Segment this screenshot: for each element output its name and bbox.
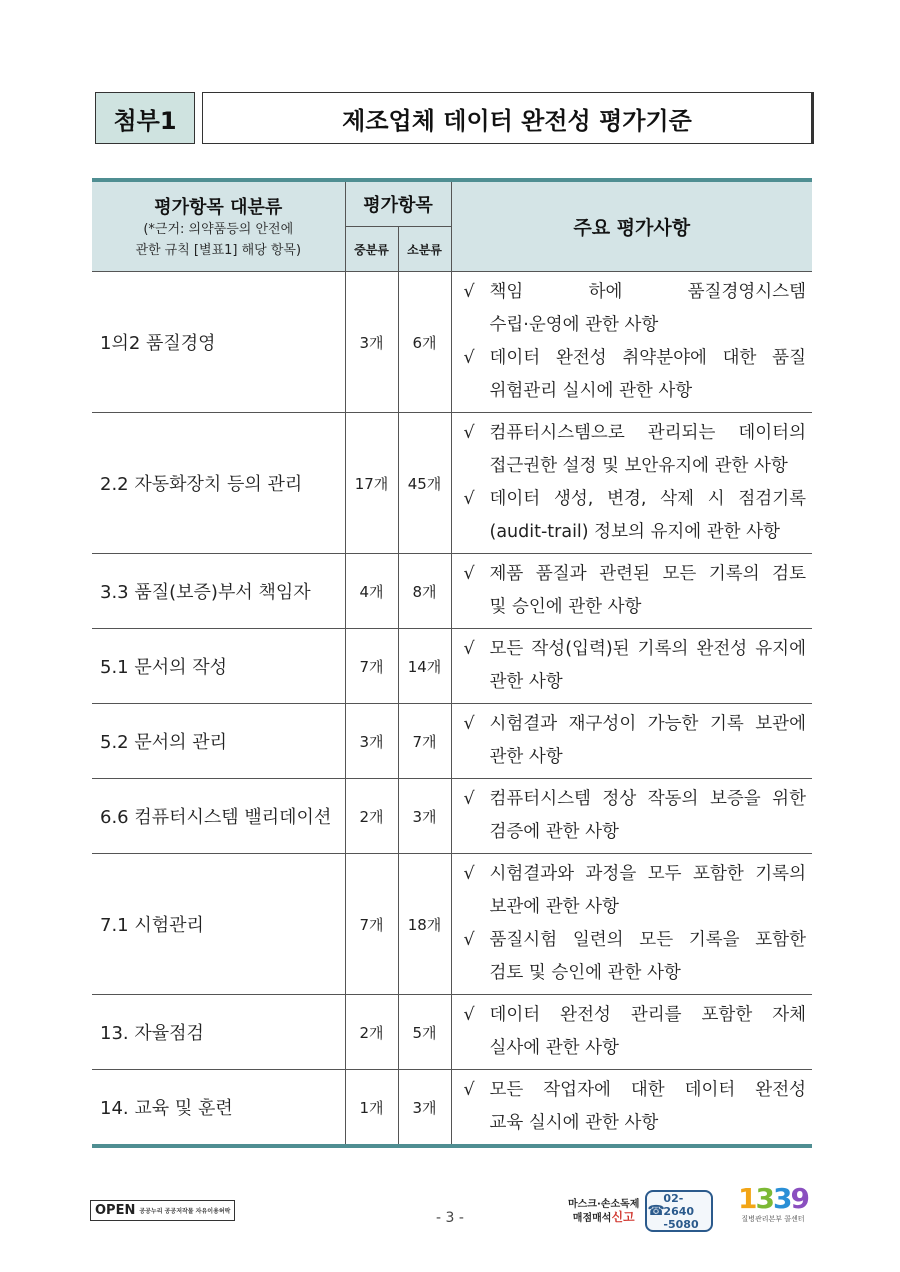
evaluation-item	[464, 858, 807, 924]
category-note-1: (*근거: 의약품등의 안전에	[143, 221, 294, 237]
evaluation-item-line: 수립·운영에 관한 사항	[489, 315, 659, 335]
check-mark-icon: √	[463, 930, 475, 950]
evaluation-item	[464, 558, 807, 624]
category-cell: 5.1 문서의 작성	[92, 629, 345, 704]
small-count-cell: 5개	[398, 995, 451, 1070]
col-header-mid: 중분류	[345, 227, 398, 272]
evaluation-item-line: 시험결과 재구성이 가능한 기록 보관에	[489, 714, 806, 734]
open-caption: 공공누리 공공저작물 자유이용허락	[139, 1207, 231, 1215]
page-number: - 3 -	[436, 1210, 464, 1226]
col-header-items: 평가항목	[345, 180, 451, 227]
phone-badge	[645, 1190, 713, 1232]
evaluation-item-line: 데이터 완전성 취약분야에 대한 품질	[489, 348, 806, 368]
attachment-tag: 첨부1	[95, 92, 195, 144]
col-header-category	[92, 180, 345, 272]
small-count-cell: 18개	[398, 854, 451, 995]
category-cell: 2.2 자동화장치 등의 관리	[92, 413, 345, 554]
brand-digit: 9	[790, 1182, 808, 1215]
evaluation-item-line: 검증에 관한 사항	[489, 822, 619, 842]
mid-count-cell: 7개	[345, 629, 398, 704]
evaluation-item-line: 책임 하에 품질경영시스템	[489, 282, 806, 302]
table-row	[92, 629, 812, 704]
phone-icon: ☎	[647, 1203, 665, 1219]
evaluation-item	[464, 783, 807, 849]
evaluation-item-line: 품질시험 일련의 모든 기록을 포함한	[489, 930, 806, 950]
category-cell: 3.3 품질(보증)부서 책임자	[92, 554, 345, 629]
evaluation-item-line: 실사에 관한 사항	[489, 1038, 619, 1058]
mid-count-cell: 2개	[345, 995, 398, 1070]
evaluation-item-line: 컴퓨터시스템으로 관리되는 데이터의	[489, 423, 806, 443]
evaluation-items-cell	[451, 779, 812, 854]
check-mark-icon: √	[463, 789, 475, 809]
category-title: 평가항목 대분류	[154, 196, 283, 218]
evaluation-items-cell	[451, 629, 812, 704]
evaluation-item-line: 관한 사항	[489, 747, 563, 767]
evaluation-item-line: 관한 사항	[489, 672, 563, 692]
evaluation-item-line: 데이터 완전성 관리를 포함한 자체	[489, 1005, 806, 1025]
small-count-cell: 7개	[398, 704, 451, 779]
table-row	[92, 854, 812, 995]
evaluation-item	[464, 633, 807, 699]
check-mark-icon: √	[463, 423, 475, 443]
brand-digit: 3	[772, 1182, 791, 1215]
mid-count-cell: 2개	[345, 779, 398, 854]
report-line-3: 신고	[611, 1209, 635, 1224]
small-count-cell: 14개	[398, 629, 451, 704]
small-count-cell: 3개	[398, 1070, 451, 1147]
evaluation-items-cell	[451, 272, 812, 413]
evaluation-item	[464, 276, 807, 342]
table-row	[92, 272, 812, 413]
evaluation-item	[464, 999, 807, 1065]
category-cell: 6.6 컴퓨터시스템 밸리데이션	[92, 779, 345, 854]
small-count-cell: 8개	[398, 554, 451, 629]
table-row	[92, 413, 812, 554]
brand-digit: 3	[755, 1182, 773, 1215]
category-cell: 13. 자율점검	[92, 995, 345, 1070]
small-count-cell: 3개	[398, 779, 451, 854]
report-line-1: 마스크·손소독제	[568, 1198, 640, 1210]
evaluation-item-line: 검토 및 승인에 관한 사항	[489, 963, 681, 983]
col-header-small: 소분류	[398, 227, 451, 272]
evaluation-item-line: 모든 작업자에 대한 데이터 완전성	[489, 1080, 806, 1100]
check-mark-icon: √	[463, 282, 475, 302]
evaluation-item-line: 보관에 관한 사항	[489, 897, 619, 917]
evaluation-item	[464, 342, 807, 408]
phone-line-2: -5080	[663, 1217, 699, 1231]
evaluation-item	[464, 417, 807, 483]
small-count-cell: 6개	[398, 272, 451, 413]
evaluation-table	[92, 178, 812, 1148]
table-row	[92, 554, 812, 629]
category-cell: 14. 교육 및 훈련	[92, 1070, 345, 1147]
evaluation-item-line: 시험결과와 과정을 모두 포함한 기록의	[489, 864, 806, 884]
mid-count-cell: 3개	[345, 704, 398, 779]
mid-count-cell: 7개	[345, 854, 398, 995]
table-row	[92, 995, 812, 1070]
category-cell: 5.2 문서의 관리	[92, 704, 345, 779]
evaluation-items-cell	[451, 413, 812, 554]
hotline-banner	[568, 1190, 713, 1232]
check-mark-icon: √	[463, 1080, 475, 1100]
evaluation-items-cell	[451, 554, 812, 629]
category-cell: 1의2 품질경영	[92, 272, 345, 413]
evaluation-item-line: 교육 실시에 관한 사항	[489, 1113, 659, 1133]
evaluation-item-line: 모든 작성(입력)된 기록의 완전성 유지에	[489, 639, 806, 659]
report-line-2: 매점매석	[572, 1212, 612, 1224]
category-note-2: 관한 규칙 [별표1] 해당 항목)	[135, 242, 302, 258]
kcdc-1339-logo	[738, 1184, 808, 1224]
col-header-main: 주요 평가사항	[451, 180, 812, 272]
evaluation-items-cell	[451, 995, 812, 1070]
check-mark-icon: √	[463, 714, 475, 734]
small-count-cell: 45개	[398, 413, 451, 554]
evaluation-item	[464, 924, 807, 990]
check-mark-icon: √	[463, 1005, 475, 1025]
phone-line-1: 02-2640	[663, 1191, 695, 1218]
evaluation-item-line: 제품 품질과 관련된 모든 기록의 검토	[489, 564, 806, 584]
check-mark-icon: √	[463, 348, 475, 368]
mid-count-cell: 4개	[345, 554, 398, 629]
table-row	[92, 704, 812, 779]
check-mark-icon: √	[463, 864, 475, 884]
document-title: 제조업체 데이터 완전성 평가기준	[202, 92, 814, 144]
evaluation-item	[464, 708, 807, 774]
brand-digit: 1	[738, 1182, 756, 1215]
evaluation-item-line: 접근권한 설정 및 보안유지에 관한 사항	[489, 456, 788, 476]
check-mark-icon: √	[463, 564, 475, 584]
evaluation-item-line: (audit-trail) 정보의 유지에 관한 사항	[489, 522, 780, 542]
table-row	[92, 1070, 812, 1147]
evaluation-item-line: 컴퓨터시스템 정상 작동의 보증을 위한	[489, 789, 806, 809]
category-cell: 7.1 시험관리	[92, 854, 345, 995]
evaluation-items-cell	[451, 1070, 812, 1147]
mid-count-cell: 17개	[345, 413, 398, 554]
check-mark-icon: √	[463, 639, 475, 659]
mid-count-cell: 1개	[345, 1070, 398, 1147]
table-row	[92, 779, 812, 854]
open-label: OPEN	[95, 1202, 136, 1218]
evaluation-item	[464, 483, 807, 549]
mid-count-cell: 3개	[345, 272, 398, 413]
check-mark-icon: √	[463, 489, 475, 509]
evaluation-items-cell	[451, 704, 812, 779]
evaluation-item	[464, 1074, 807, 1140]
evaluation-items-cell	[451, 854, 812, 995]
brand-caption: 질병관리본부 콜센터	[741, 1215, 805, 1223]
evaluation-item-line: 데이터 생성, 변경, 삭제 시 점검기록	[489, 489, 806, 509]
evaluation-item-line: 위험관리 실시에 관한 사항	[489, 381, 693, 401]
evaluation-item-line: 및 승인에 관한 사항	[489, 597, 642, 617]
